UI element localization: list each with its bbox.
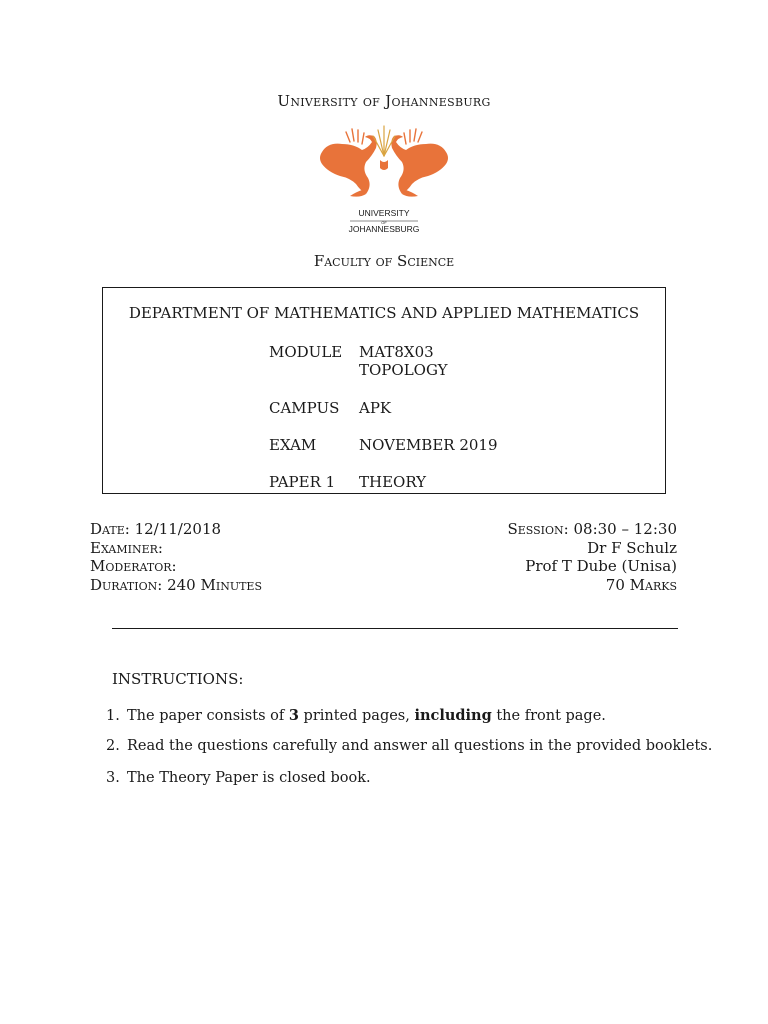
module-label: MODULE bbox=[269, 343, 343, 361]
instruction-text: printed pages, bbox=[298, 708, 415, 724]
university-logo bbox=[310, 120, 458, 240]
date-label: Date: bbox=[90, 520, 130, 538]
instruction-number: 1. bbox=[106, 708, 120, 724]
session-line bbox=[507, 520, 677, 538]
duration-value: 240 Minutes bbox=[167, 576, 262, 594]
examiner-value: Dr F Schulz bbox=[587, 539, 677, 557]
examiner-label: Examiner: bbox=[90, 539, 163, 557]
paper-label: PAPER 1 bbox=[269, 473, 336, 491]
instruction-number: 2. bbox=[106, 738, 120, 754]
logo-text-johannesburg: JOHANNESBURG bbox=[348, 224, 420, 234]
paper-value: THEORY bbox=[359, 473, 427, 491]
faculty-name: Faculty of Science bbox=[313, 252, 455, 270]
campus-label: CAMPUS bbox=[269, 399, 340, 417]
kingfisher-crest-icon bbox=[310, 120, 458, 240]
instruction-bold-including: including bbox=[414, 707, 492, 724]
instruction-bold-count: 3 bbox=[288, 707, 299, 724]
department-box bbox=[102, 287, 666, 494]
horizontal-rule bbox=[112, 628, 678, 629]
instruction-text: The Theory Paper is closed book. bbox=[127, 770, 371, 786]
instructions-heading: INSTRUCTIONS: bbox=[112, 670, 244, 688]
instruction-text: The paper consists of bbox=[127, 708, 289, 724]
session-label: Session: bbox=[507, 520, 569, 538]
date-value: 12/11/2018 bbox=[134, 520, 222, 538]
logo-text-university: UNIVERSITY bbox=[358, 208, 410, 218]
instruction-item-3 bbox=[106, 770, 371, 786]
department-title: DEPARTMENT OF MATHEMATICS AND APPLIED MATHEMATICS bbox=[128, 304, 640, 322]
moderator-value: Prof T Dube (Unisa) bbox=[525, 557, 677, 575]
university-name: University of Johannesburg bbox=[277, 92, 491, 110]
module-name: TOPOLOGY bbox=[359, 361, 448, 379]
exam-value: NOVEMBER 2019 bbox=[359, 436, 498, 454]
duration-label: Duration: bbox=[90, 576, 163, 594]
instruction-item-2 bbox=[106, 738, 712, 754]
instruction-text: Read the questions carefully and answer all questions in the provided booklets. bbox=[127, 738, 713, 754]
date-line bbox=[90, 520, 221, 538]
instruction-number: 3. bbox=[106, 770, 120, 786]
duration-line bbox=[90, 576, 262, 594]
moderator-label: Moderator: bbox=[90, 557, 177, 575]
campus-value: APK bbox=[359, 399, 392, 417]
exam-label: EXAM bbox=[269, 436, 317, 454]
marks-value: 70 Marks bbox=[605, 576, 677, 594]
logo-text-of: OF bbox=[381, 220, 387, 225]
module-code: MAT8X03 bbox=[359, 343, 434, 361]
instruction-item-1 bbox=[106, 707, 606, 724]
instruction-text: the front page. bbox=[491, 708, 606, 724]
session-value: 08:30 – 12:30 bbox=[573, 520, 677, 538]
